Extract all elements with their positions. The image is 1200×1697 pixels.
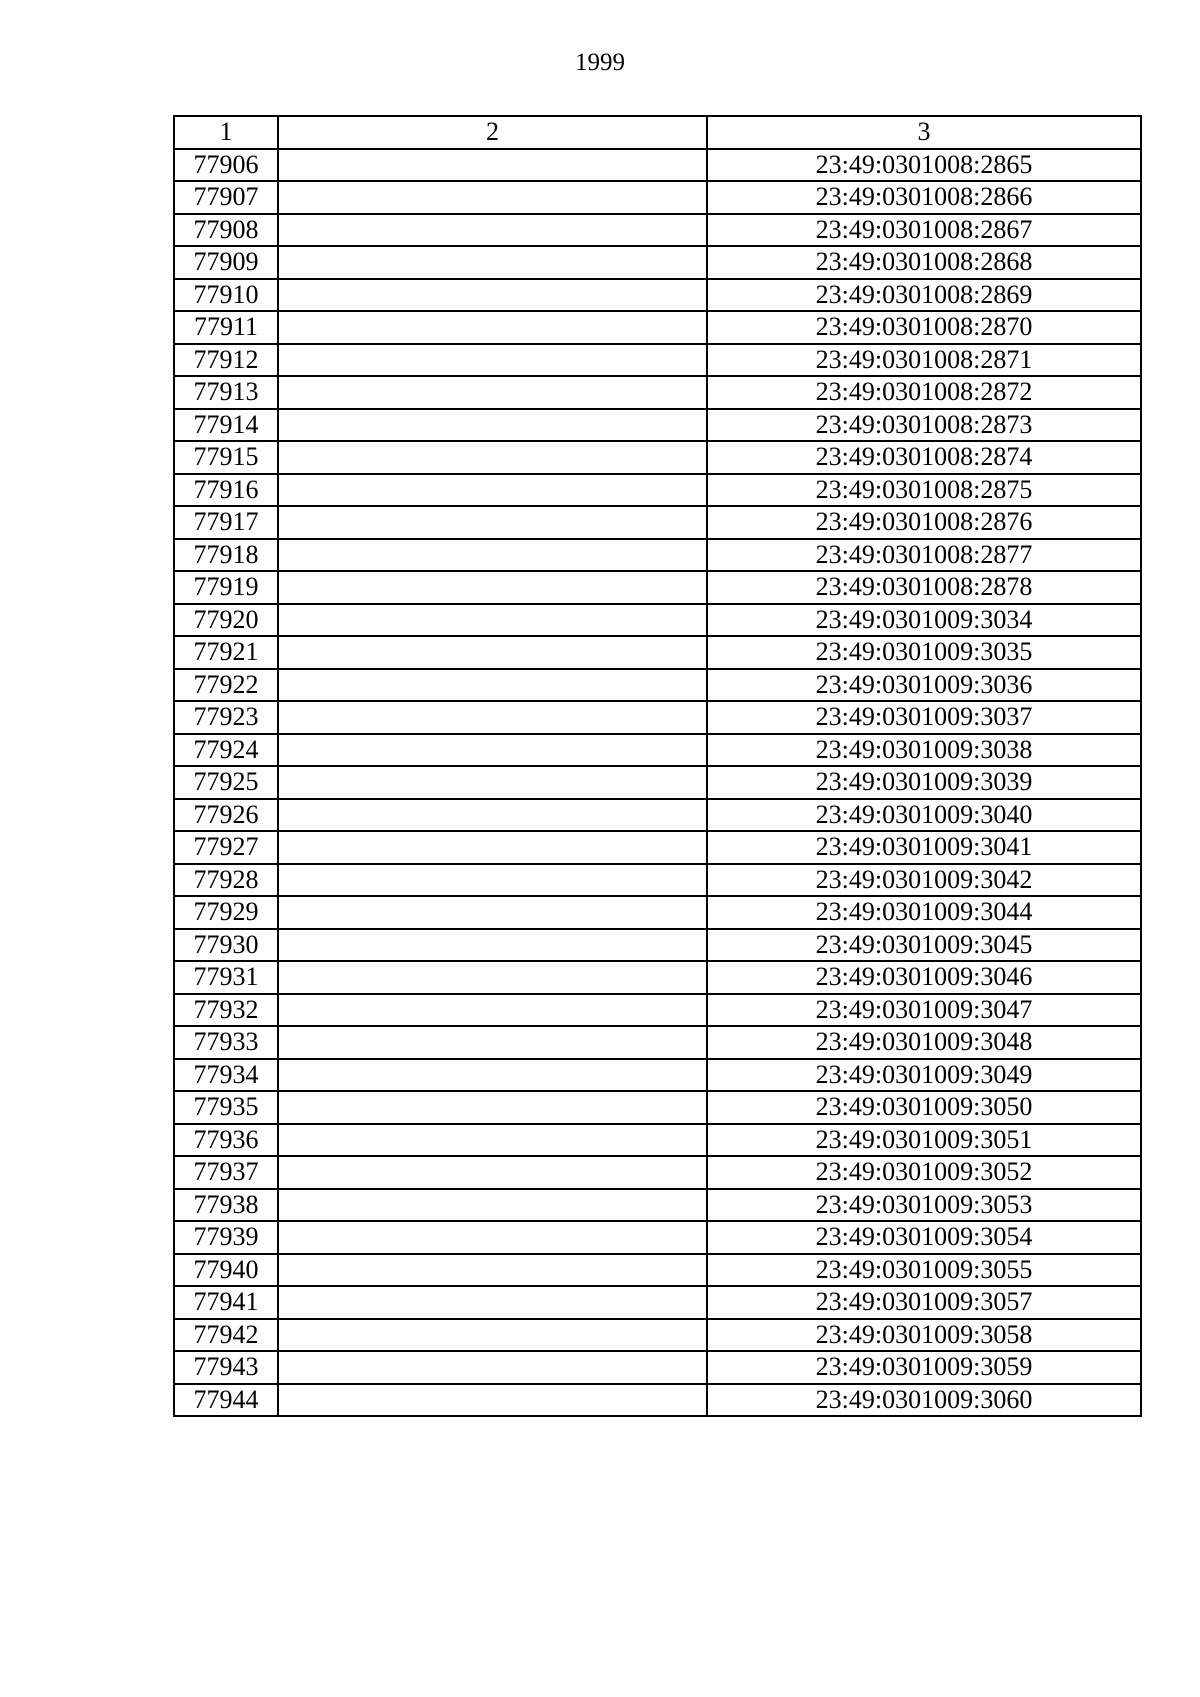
- table-row: [174, 766, 1141, 799]
- cadastral-number-cell: 23:49:0301008:2869: [707, 279, 1141, 312]
- row-number-cell: 77940: [174, 1254, 278, 1287]
- row-note-cell: [278, 181, 707, 214]
- table-row: [174, 571, 1141, 604]
- row-note-cell: [278, 1189, 707, 1222]
- row-number-cell: 77912: [174, 344, 278, 377]
- row-note-cell: [278, 246, 707, 279]
- row-note-cell: [278, 1286, 707, 1319]
- table-row: [174, 604, 1141, 637]
- row-note-cell: [278, 1156, 707, 1189]
- cadastral-number-cell: 23:49:0301009:3045: [707, 929, 1141, 962]
- column-header-2: 2: [278, 116, 707, 149]
- table-row: [174, 409, 1141, 442]
- table-row: [174, 149, 1141, 182]
- row-number-cell: 77909: [174, 246, 278, 279]
- cadastral-number-cell: 23:49:0301008:2870: [707, 311, 1141, 344]
- table-row: [174, 344, 1141, 377]
- row-note-cell: [278, 669, 707, 702]
- row-note-cell: [278, 896, 707, 929]
- row-number-cell: 77936: [174, 1124, 278, 1157]
- cadastral-number-cell: 23:49:0301008:2876: [707, 506, 1141, 539]
- cadastral-number-cell: 23:49:0301009:3035: [707, 636, 1141, 669]
- row-number-cell: 77929: [174, 896, 278, 929]
- row-note-cell: [278, 766, 707, 799]
- table-row: [174, 1351, 1141, 1384]
- table-row: [174, 831, 1141, 864]
- cadastral-number-cell: 23:49:0301009:3058: [707, 1319, 1141, 1352]
- cadastral-number-cell: 23:49:0301008:2866: [707, 181, 1141, 214]
- row-note-cell: [278, 864, 707, 897]
- table-row: [174, 246, 1141, 279]
- table-header-row: [174, 116, 1141, 149]
- cadastral-number-cell: 23:49:0301009:3050: [707, 1091, 1141, 1124]
- row-note-cell: [278, 214, 707, 247]
- row-note-cell: [278, 831, 707, 864]
- cadastral-number-cell: 23:49:0301009:3055: [707, 1254, 1141, 1287]
- row-number-cell: 77916: [174, 474, 278, 507]
- table-row: [174, 1254, 1141, 1287]
- column-header-3: 3: [707, 116, 1141, 149]
- row-note-cell: [278, 279, 707, 312]
- row-number-cell: 77918: [174, 539, 278, 572]
- cadastral-number-cell: 23:49:0301009:3046: [707, 961, 1141, 994]
- cadastral-number-cell: 23:49:0301008:2873: [707, 409, 1141, 442]
- cadastral-number-cell: 23:49:0301009:3047: [707, 994, 1141, 1027]
- row-number-cell: 77937: [174, 1156, 278, 1189]
- row-note-cell: [278, 539, 707, 572]
- cadastral-number-cell: 23:49:0301008:2865: [707, 149, 1141, 182]
- table-row: [174, 636, 1141, 669]
- row-number-cell: 77944: [174, 1384, 278, 1417]
- table-row: [174, 864, 1141, 897]
- row-number-cell: 77927: [174, 831, 278, 864]
- row-note-cell: [278, 701, 707, 734]
- row-note-cell: [278, 604, 707, 637]
- row-note-cell: [278, 571, 707, 604]
- row-note-cell: [278, 1091, 707, 1124]
- table-row: [174, 1384, 1141, 1417]
- register-table: [173, 115, 1142, 1417]
- row-number-cell: 77906: [174, 149, 278, 182]
- table-row: [174, 1091, 1141, 1124]
- row-note-cell: [278, 994, 707, 1027]
- table-row: [174, 506, 1141, 539]
- row-note-cell: [278, 961, 707, 994]
- table-row: [174, 376, 1141, 409]
- cadastral-number-cell: 23:49:0301009:3038: [707, 734, 1141, 767]
- table-row: [174, 539, 1141, 572]
- row-number-cell: 77919: [174, 571, 278, 604]
- cadastral-number-cell: 23:49:0301009:3049: [707, 1059, 1141, 1092]
- table-row: [174, 474, 1141, 507]
- cadastral-number-cell: 23:49:0301008:2867: [707, 214, 1141, 247]
- row-number-cell: 77920: [174, 604, 278, 637]
- row-note-cell: [278, 1254, 707, 1287]
- row-number-cell: 77911: [174, 311, 278, 344]
- row-number-cell: 77913: [174, 376, 278, 409]
- row-number-cell: 77943: [174, 1351, 278, 1384]
- row-number-cell: 77935: [174, 1091, 278, 1124]
- row-number-cell: 77922: [174, 669, 278, 702]
- row-note-cell: [278, 149, 707, 182]
- table-row: [174, 441, 1141, 474]
- row-note-cell: [278, 1319, 707, 1352]
- row-note-cell: [278, 1059, 707, 1092]
- table-row: [174, 961, 1141, 994]
- table-row: [174, 1286, 1141, 1319]
- table-row: [174, 1319, 1141, 1352]
- cadastral-number-cell: 23:49:0301008:2872: [707, 376, 1141, 409]
- table-row: [174, 929, 1141, 962]
- cadastral-number-cell: 23:49:0301009:3042: [707, 864, 1141, 897]
- table-row: [174, 1059, 1141, 1092]
- row-number-cell: 77931: [174, 961, 278, 994]
- page-number: 1999: [575, 49, 625, 76]
- row-number-cell: 77938: [174, 1189, 278, 1222]
- table-row: [174, 279, 1141, 312]
- cadastral-number-cell: 23:49:0301009:3048: [707, 1026, 1141, 1059]
- row-note-cell: [278, 1384, 707, 1417]
- cadastral-number-cell: 23:49:0301009:3039: [707, 766, 1141, 799]
- table-row: [174, 994, 1141, 1027]
- row-number-cell: 77923: [174, 701, 278, 734]
- table-row: [174, 1026, 1141, 1059]
- row-number-cell: 77910: [174, 279, 278, 312]
- column-header-1: 1: [174, 116, 278, 149]
- cadastral-number-cell: 23:49:0301009:3040: [707, 799, 1141, 832]
- row-note-cell: [278, 311, 707, 344]
- row-note-cell: [278, 441, 707, 474]
- table-row: [174, 734, 1141, 767]
- row-note-cell: [278, 506, 707, 539]
- table-row: [174, 1156, 1141, 1189]
- cadastral-number-cell: 23:49:0301009:3037: [707, 701, 1141, 734]
- row-number-cell: 77942: [174, 1319, 278, 1352]
- row-note-cell: [278, 474, 707, 507]
- row-note-cell: [278, 409, 707, 442]
- table-body: [174, 149, 1141, 1417]
- cadastral-number-cell: 23:49:0301009:3034: [707, 604, 1141, 637]
- row-note-cell: [278, 1124, 707, 1157]
- table-row: [174, 214, 1141, 247]
- cadastral-number-cell: 23:49:0301009:3041: [707, 831, 1141, 864]
- row-number-cell: 77921: [174, 636, 278, 669]
- row-note-cell: [278, 799, 707, 832]
- row-number-cell: 77930: [174, 929, 278, 962]
- row-number-cell: 77932: [174, 994, 278, 1027]
- row-number-cell: 77939: [174, 1221, 278, 1254]
- row-number-cell: 77915: [174, 441, 278, 474]
- table-row: [174, 701, 1141, 734]
- cadastral-number-cell: 23:49:0301008:2878: [707, 571, 1141, 604]
- row-number-cell: 77914: [174, 409, 278, 442]
- cadastral-number-cell: 23:49:0301008:2871: [707, 344, 1141, 377]
- row-note-cell: [278, 344, 707, 377]
- cadastral-number-cell: 23:49:0301009:3051: [707, 1124, 1141, 1157]
- row-number-cell: 77928: [174, 864, 278, 897]
- row-number-cell: 77907: [174, 181, 278, 214]
- table-row: [174, 1189, 1141, 1222]
- row-number-cell: 77917: [174, 506, 278, 539]
- row-number-cell: 77934: [174, 1059, 278, 1092]
- table-row: [174, 181, 1141, 214]
- row-number-cell: 77925: [174, 766, 278, 799]
- cadastral-number-cell: 23:49:0301009:3053: [707, 1189, 1141, 1222]
- table-row: [174, 1221, 1141, 1254]
- row-note-cell: [278, 1351, 707, 1384]
- cadastral-number-cell: 23:49:0301009:3036: [707, 669, 1141, 702]
- table-row: [174, 311, 1141, 344]
- cadastral-number-cell: 23:49:0301008:2874: [707, 441, 1141, 474]
- cadastral-number-cell: 23:49:0301009:3057: [707, 1286, 1141, 1319]
- row-note-cell: [278, 376, 707, 409]
- cadastral-number-cell: 23:49:0301009:3060: [707, 1384, 1141, 1417]
- row-note-cell: [278, 1221, 707, 1254]
- cadastral-number-cell: 23:49:0301009:3052: [707, 1156, 1141, 1189]
- row-number-cell: 77908: [174, 214, 278, 247]
- table-row: [174, 1124, 1141, 1157]
- table-row: [174, 669, 1141, 702]
- cadastral-number-cell: 23:49:0301009:3059: [707, 1351, 1141, 1384]
- row-number-cell: 77933: [174, 1026, 278, 1059]
- cadastral-number-cell: 23:49:0301008:2877: [707, 539, 1141, 572]
- row-note-cell: [278, 734, 707, 767]
- row-number-cell: 77941: [174, 1286, 278, 1319]
- table-row: [174, 799, 1141, 832]
- cadastral-number-cell: 23:49:0301009:3054: [707, 1221, 1141, 1254]
- row-note-cell: [278, 1026, 707, 1059]
- row-note-cell: [278, 929, 707, 962]
- cadastral-number-cell: 23:49:0301009:3044: [707, 896, 1141, 929]
- table-row: [174, 896, 1141, 929]
- row-number-cell: 77924: [174, 734, 278, 767]
- cadastral-number-cell: 23:49:0301008:2875: [707, 474, 1141, 507]
- row-note-cell: [278, 636, 707, 669]
- cadastral-number-cell: 23:49:0301008:2868: [707, 246, 1141, 279]
- row-number-cell: 77926: [174, 799, 278, 832]
